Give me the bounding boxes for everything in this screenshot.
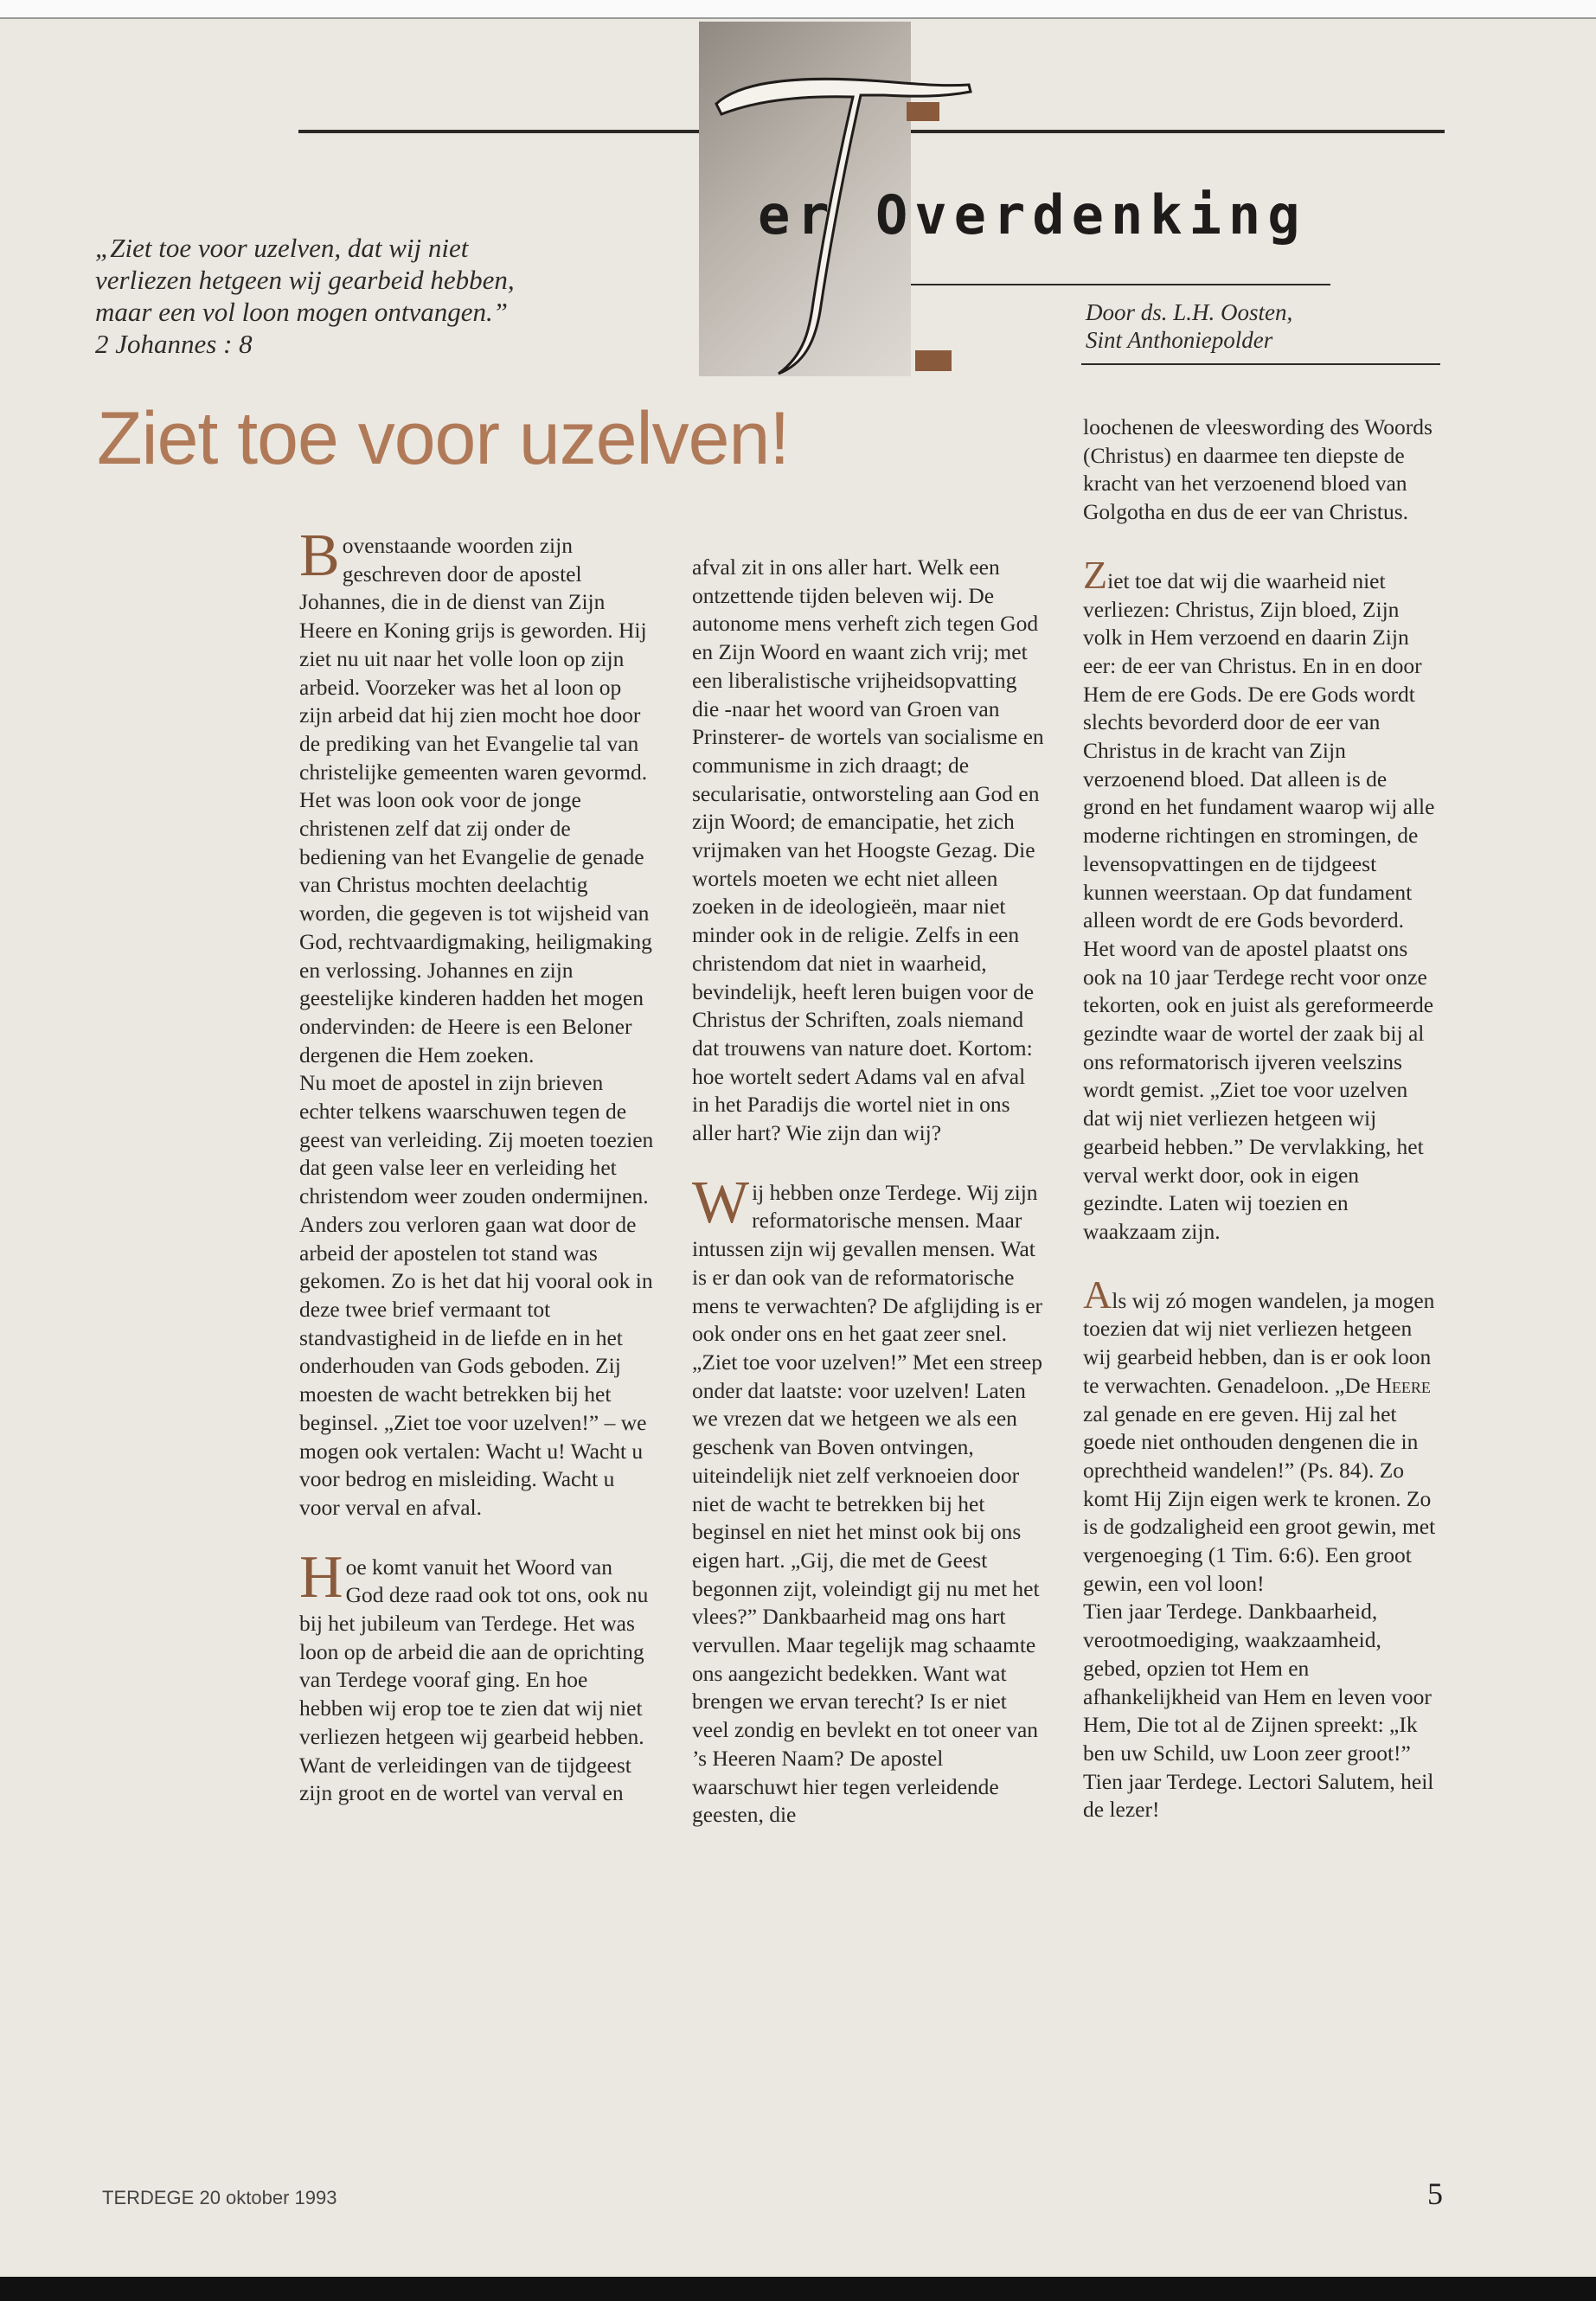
paragraph [299, 1543, 654, 1808]
paragraph-text: ovenstaande woorden zijn geschreven door de apostel Johannes, die in de dienst van Zijn Heere en Koning grijs is geworden. Hij ziet nu uit naar het volle loon op zijn arbeid. Voorzeker was het al loon op zijn arbeid dat hij zien mocht hoe door de prediking van het Evangelie tal van christelijke gemeenten waren gevormd. [299, 533, 648, 785]
small-caps-text: Heere [1375, 1372, 1431, 1398]
opening-quote: „Ziet toe voor uzelven, dat wij niet verliezen hetgeen wij gearbeid hebben, maar een vol loon mogen ontvangen.” 2 Johannes : 8 [95, 233, 515, 359]
article-headline: Ziet toe voor uzelven! [97, 397, 790, 480]
page-number: 5 [1427, 2176, 1443, 2211]
byline-rule [1081, 363, 1440, 365]
page-top-edge [0, 0, 1596, 19]
byline [1086, 298, 1292, 354]
byline-location: Sint Anthoniepolder [1086, 327, 1273, 353]
drop-cap: Z [1083, 552, 1108, 597]
paragraph [299, 522, 654, 786]
paragraph: Nu moet de apostel in zijn brieven echter telkens waarschuwen tegen de geest van verleiding. Zij moeten toezien dat geen valse leer en verleiding het christendom weer zouden ondermijnen. Anders zou verloren gaan wat door de arbeid der apostelen tot stand was gekomen. Zo is het dat hij vooral ook in deze twee brief vermaant tot standvastigheid in de liefde en in het onderhouden van Gods geboden. Zij moesten de wacht betrekken bij het beginsel. „Ziet toe voor uzelven!” – we mogen ook vertalen: Wacht u! Wacht u voor bedrog en misleiding. Wacht u voor verval en afval. [299, 1070, 654, 1520]
paragraph [1083, 1272, 1438, 1599]
paragraph-text: ls wij zó mogen wandelen, ja mogen toezien dat wij niet verliezen hetgeen wij gearbeid hebben, dan is er ook loon te verwachten. Genadeloon. „De [1083, 1287, 1435, 1398]
article-column-1 [299, 522, 654, 1808]
paragraph: Tien jaar Terdege. Dankbaarheid, verootmoediging, waakzaamheid, gebed, opzien tot Hem en afhankelijkheid van Hem en leven voor Hem, Die tot al de Zijnen spreekt: „Ik ben uw Schild, uw Loon zeer groot!” Tien jaar Terdege. Lectori Salutem, heil de lezer! [1083, 1599, 1434, 1823]
article-column-3 [1083, 413, 1438, 1824]
paragraph: „Ziet toe voor uzelven!” Met een streep onder dat laatste: voor uzelven! Laten we vrezen dat we hetgeen we als een geschenk van Boven ontvingen, uiteindelijk niet zelf verknoeien door niet de wacht te betrekken bij het beginsel en niet het minst ook bij ons eigen hart. „Gij, die met de Geest begonnen zijt, voleindigt gij nu met het vlees?” Dankbaarheid mag ons hart vervullen. Maar tegelijk mag schaamte ons aangezicht bedekken. Want wat brengen we ervan terecht? Is er niet veel zondig en bevlekt en tot oneer van ’s Heeren Naam? De apostel waarschuwt hier tegen verleidende geesten, die [692, 1349, 1042, 1828]
drop-cap: H [299, 1543, 343, 1611]
paragraph: loochenen de vleeswording des Woords (Christus) en daarmee ten diepste de kracht van het verzoenend bloed van Golgotha en dus de eer van Christus. [1083, 414, 1433, 525]
drop-cap: B [299, 522, 340, 589]
paragraph-text: iet toe dat wij die waarheid niet verliezen: Christus, Zijn bloed, Zijn volk in Hem verzoend en daarin Zijn eer: de eer van Christus. En in en door Hem de ere Gods. De ere Gods wordt slechts bevorderd door de eer van Christus in de kracht van Zijn verzoenend bloed. Dat alleen is de grond en het fundament waarop wij alle moderne richtingen en stromingen, de levensopvattingen en de tijdgeest kunnen weerstaan. Op dat fundament alleen wordt de ere Gods bevorderd. Het woord van de apostel plaatst ons ook na 10 jaar Terdege recht voor onze tekorten, ook en juist als gereformeerde gezindte waar de wortel der zaak bij al ons reformatorisch ijveren veelszins wordt gemist. „Ziet toe voor uzelven dat wij niet verliezen hetgeen wij gearbeid hebben.” De vervlakking, het verval werkt door, ook in eigen gezindte. Laten wij toezien en waakzaam zijn. [1083, 567, 1435, 1244]
page-bottom-edge [0, 2277, 1596, 2301]
paragraph-text: zal genade en ere geven. Hij zal het goede niet onthouden dengenen die in oprechtheid wandelen!” (Ps. 84). Zo komt Hij Zijn eigen werk te kronen. Zo is de godzaligheid een groot gewin, met vergenoeging (1 Tim. 6:6). Een groot gewin, een vol loon! [1083, 1400, 1436, 1596]
paragraph [1083, 552, 1438, 1247]
paragraph-text: oe komt vanuit het Woord van God deze raad ook tot ons, ook nu bij het jubileum van Terdege. Het was loon op de arbeid die aan de oprichting van Terdege vooraf ging. En hoe hebben wij erop toe te zien dat wij niet verliezen hetgeen wij gearbeid hebben. Want de verleidingen van de tijdgeest zijn groot en de wortel van verval en [299, 1554, 649, 1806]
paragraph [692, 1169, 1047, 1349]
drop-cap: W [692, 1169, 750, 1236]
footer-publication: TERDEGE 20 oktober 1993 [102, 2187, 337, 2208]
paragraph-text: ij hebben onze Terdege. Wij zijn reformatorische mensen. Maar intussen zijn wij gevallen mensen. Wat is er dan ook van de reformatorische mens te verwachten? De afglijding is er ook onder ons en het gaat zeer snel. [692, 1179, 1043, 1347]
drop-cap: A [1083, 1272, 1112, 1317]
section-title: er Overdenking [758, 183, 1307, 247]
article-column-2 [692, 554, 1047, 1830]
paragraph: Het was loon ook voor de jonge christenen zelf dat zij onder de bediening van het Evangelie de genade van Christus mochten deelachtig worden, die gegeven is tot wijsheid van God, rechtvaardigmaking, heiligmaking en verlossing. Johannes en zijn geestelijke kinderen hadden het mogen ondervinden: de Heere is een Beloner dergenen die Hem zoeken. [299, 787, 652, 1067]
paragraph: afval zit in ons aller hart. Welk een ontzettende tijden beleven wij. De autonome mens verheft zich tegen God en Zijn Woord en waant zich vrij; met een liberalistische vrijheidsopvatting die -naar het woord van Groen van Prinsterer- de wortels van socialisme en communisme in zich draagt; de secularisatie, ontworsteling aan God en zijn Woord; de emancipatie, het zich vrijmaken van het Hoogste Gezag. Die wortels moeten we echt niet alleen zoeken in de ideologieën, maar niet minder ook in de religie. Zelfs in een christendom dat niet in waarheid, bevindelijk, heeft leren buigen voor de Christus der Schriften, zoals niemand dat trouwens van nature doet. Kortom: hoe wortelt sedert Adams val en afval in het Paradijs die wortel niet in ons aller hart? Wie zijn dan wij? [692, 554, 1044, 1146]
byline-author: Door ds. L.H. Oosten, [1086, 299, 1293, 325]
